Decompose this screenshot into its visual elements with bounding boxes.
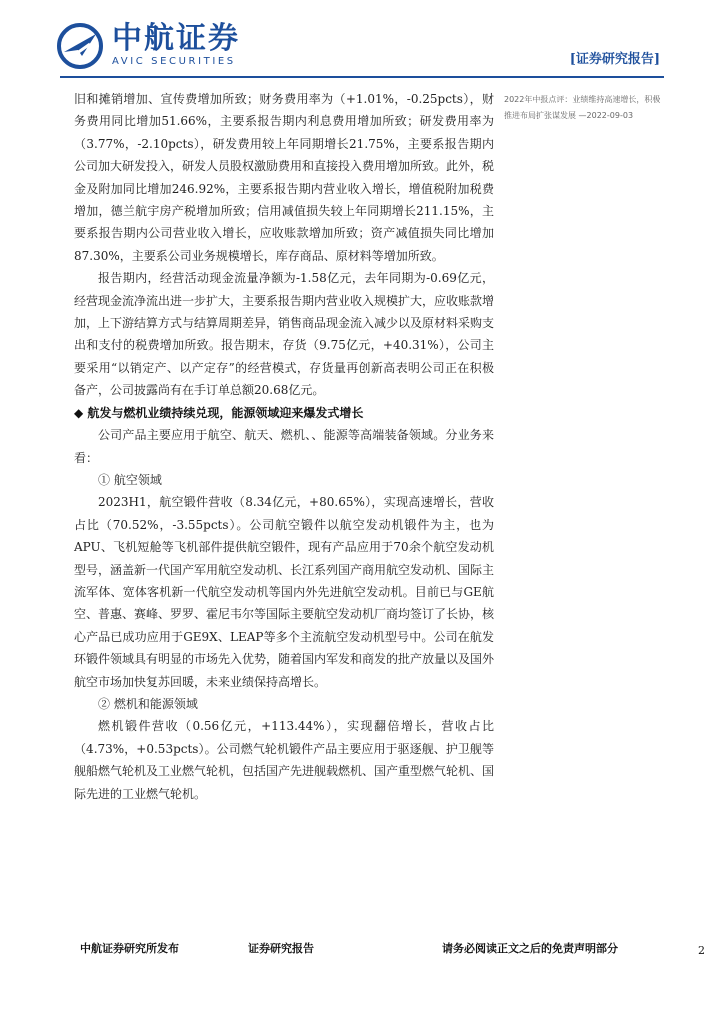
page-header bbox=[0, 0, 724, 80]
report-body bbox=[74, 88, 494, 805]
report-type-tag: [证券研究报告] bbox=[569, 52, 660, 67]
paragraph-business-overview: 公司产品主要应用于航空、航天、燃机、、能源等高端装备领域。分业务来看： bbox=[74, 428, 494, 465]
paragraph-aviation: 2023H1，航空锻件营收（8.34亿元，+80.65%），实现高速增长，营收占比（70.52%，-3.55pcts）。公司航空锻件以航空发动机锻件为主，也为APU、飞机短舱等飞机部件提供航空锻件，现有产品应用于70余个航空发动机型号，涵盖新一代国产军用航空发动机、长江系列国产商用航空发动机、国际主流军体、宽体客机新一代航空发动机等国内外先进航空发动机。目前已与GE航空、普惠、赛峰、罗罗、霍尼韦尔等国际主要航空发动机厂商均签订了长协，核心产品已成功应用于GE9X、LEAP等多个主流航空发动机型号中。公司在航发环锻件领域具有明显的市场先入优势，随着国内军发和商发的批产放量以及国外航空市场加快复苏回暖，未来业绩保持高增长。 bbox=[74, 495, 495, 689]
footer-publisher: 中航证券研究所发布 bbox=[80, 942, 179, 955]
paragraph-cash-flow: 报告期内，经营活动现金流量净额为-1.58亿元，去年同期为-0.69亿元，经营现金流净流出进一步扩大，主要系报告期内营业收入规模扩大，应收账款增加，上下游结算方式与结算周期差异，销售商品现金流入减少以及原材料采购支出和支付的税费增加所致。报告期末，存货（9.75亿元，+40.31%），公司主要采用“以销定产、以产定存”的经营模式，存货量再创新高表明公司正在积极备产，公司披露尚有在手订单总额20.68亿元。 bbox=[74, 271, 495, 398]
avic-logo-icon bbox=[56, 22, 106, 70]
footer-disclaimer: 请务必阅读正文之后的免责声明部分 bbox=[442, 942, 618, 955]
brand-name-cn: 中航证券 bbox=[112, 21, 240, 56]
section-heading: ◆ 航发与燃机业绩持续兑现，能源领域迎来爆发式增长 bbox=[74, 405, 364, 420]
subheading-aviation: ① 航空领域 bbox=[98, 472, 162, 487]
brand-name-en: AVIC SECURITIES bbox=[112, 56, 236, 67]
related-report-note: 2022年中报点评：业绩维持高速增长，积极推进布局扩张谋发展 —2022-09-03 bbox=[504, 95, 661, 120]
footer-report-label: 证券研究报告 bbox=[248, 942, 314, 955]
page-number: 2 bbox=[698, 944, 705, 957]
header-divider bbox=[60, 76, 664, 78]
paragraph-expense-analysis: 旧和摊销增加、宣传费增加所致；财务费用率为（+1.01%，-0.25pcts），财务费用同比增加51.66%，主要系报告期内利息费用增加所致；研发费用率为（3.77%，-2.10pcts），研发费用较上年同期增长21.75%，主要系报告期内公司加大研发投入，研发人员股权激励费用和直接投入费用增加所致。此外，税金及附加同比增加246.92%，主要系报告期内营业收入增长，增值税附加税费增加，德兰航宇房产税增加所致；信用减值损失较上年同期增长211.15%，主要系报告期内公司营业收入增长，应收账款增加所致；资产减值损失同比增加87.30%，主要系公司业务规模增长，库存商品、原材料等增加所致。 bbox=[74, 92, 495, 263]
paragraph-gas-turbine: 燃机锻件营收（0.56亿元，+113.44%），实现翻倍增长，营收占比（4.73%，+0.53pcts）。公司燃气轮机锻件产品主要应用于驱逐舰、护卫舰等舰船燃气轮机及工业燃气轮机，包括国产先进舰载燃机、国产重型燃气轮机、国际先进的工业燃气轮机。 bbox=[74, 719, 495, 801]
page-footer bbox=[0, 936, 724, 966]
subheading-gas-turbine-energy: ② 燃机和能源领域 bbox=[98, 696, 198, 711]
